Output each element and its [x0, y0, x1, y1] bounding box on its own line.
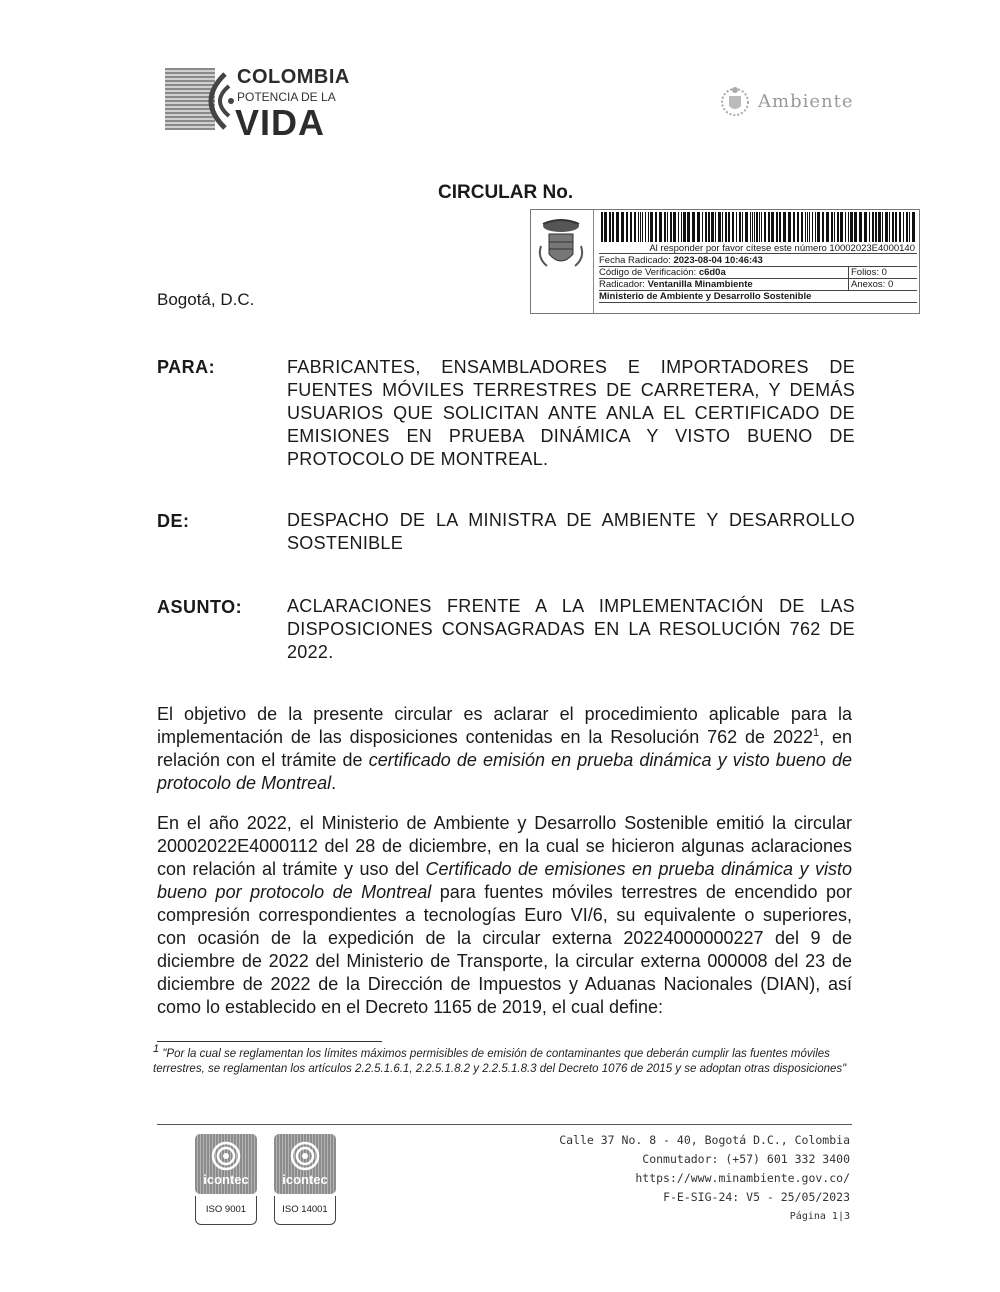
barcode-bar	[678, 212, 679, 242]
stamp-radicador-value: Ventanilla Minambiente	[647, 279, 753, 290]
page-number: Página 1|3	[789, 1211, 850, 1222]
barcode-bar	[892, 212, 894, 242]
barcode-bar	[807, 212, 808, 242]
barcode-bar	[683, 212, 686, 242]
de-sender: DESPACHO DE LA MINISTRA DE AMBIENTE Y DESARROLLO SOSTENIBLE	[287, 510, 855, 553]
p2-text-b: para fuentes móviles terrestres de encendido por compresión correspondientes a tecnologías Euro VI/6, su equivalente o superiores, con ocasión de la expedición de la circular externa 20224000000227 del 9 de diciembre de 2022 del Ministerio de Transporte, la circular externa 000008 del 23 de diciembre de 2022 de la Dirección de Impuestos y Aduanas Nacionales (DIAN), así como lo establecido en el Decreto 1165 de 2019, el cual define:	[157, 882, 852, 1017]
barcode-bar	[801, 212, 803, 242]
footer-form-code: F-E-SIG-24: V5 - 25/05/2023	[663, 1190, 850, 1204]
barcode-bar	[812, 212, 813, 242]
footer-address: Calle 37 No. 8 - 40, Bogotá D.C., Colombia	[559, 1133, 850, 1147]
logo-line-vida: VIDA	[235, 102, 326, 143]
barcode-bar	[817, 212, 820, 242]
barcode-bar	[736, 212, 737, 242]
barcode-bar	[840, 212, 843, 242]
barcode-bar	[725, 212, 727, 242]
barcode-bar	[837, 212, 839, 242]
barcode-bar	[826, 212, 829, 242]
barcode-bar	[768, 212, 770, 242]
p1-text-a: El objetivo de la presente circular es aclarar el procedimiento aplicable para la implementación de las disposiciones contenidas en la Resolución 762 de 2022	[157, 704, 852, 747]
icontec-brand: icontec	[282, 1172, 328, 1187]
barcode-bar	[797, 212, 799, 242]
barcode-bar	[609, 212, 611, 242]
stamp-codigo-value: c6d0a	[698, 267, 726, 278]
barcode-bar	[869, 212, 870, 242]
barcode-bar	[845, 212, 846, 242]
barcode-bar	[771, 212, 774, 242]
barcode-bar	[783, 212, 786, 242]
barcode-bar	[697, 212, 700, 242]
barcode-bar	[655, 212, 657, 242]
footer-divider	[157, 1124, 852, 1125]
barcode-bar	[650, 212, 653, 242]
footnote	[153, 1043, 858, 1076]
icontec-spiral-icon	[210, 1140, 242, 1172]
footnote-divider	[157, 1041, 382, 1042]
national-crest-icon	[535, 216, 587, 276]
barcode-bar	[752, 212, 753, 242]
footer-address-block	[559, 1131, 850, 1226]
barcode-bar	[687, 212, 690, 242]
city-date-line: Bogotá, D.C.	[157, 290, 255, 309]
barcode-bar	[864, 212, 867, 242]
barcode-bar	[648, 212, 649, 242]
barcode-bar	[815, 212, 816, 242]
barcode-bar	[909, 212, 910, 242]
footer-website-link[interactable]: https://www.minambiente.gov.co/	[635, 1171, 850, 1185]
logo-line-colombia: COLOMBIA	[237, 66, 350, 88]
barcode-bar	[745, 212, 748, 242]
barcode-bar	[875, 212, 877, 242]
barcode-bar	[809, 212, 810, 242]
iso-14001-label: ISO 14001	[274, 1196, 336, 1225]
footnote-text: "Por la cual se reglamentan los límites máximos permisibles de emisión de contaminantes que deberán cumplir las fuentes móviles terrestres, se reglamentan los artículos 2.2.5.1.6.1, 2.2.5.1.8.2 y 2.2.5.1.8.3 del Decreto 1076 de 2015 y se adoptan otras disposiciones"	[153, 1048, 847, 1075]
icontec-brand: icontec	[203, 1172, 249, 1187]
stamp-codigo-label: Código de Verificación:	[599, 267, 697, 278]
barcode-bar	[638, 212, 639, 242]
barcode-bar	[739, 212, 741, 242]
barcode-bar	[621, 212, 624, 242]
barcode-bar	[664, 212, 666, 242]
filing-stamp	[530, 209, 920, 314]
barcode-bar	[732, 212, 734, 242]
barcode-bar	[859, 212, 862, 242]
barcode-bar	[754, 212, 755, 242]
de-label: DE:	[157, 511, 190, 531]
barcode-bar	[750, 212, 751, 242]
barcode-bar	[722, 212, 723, 242]
p2-italic: Certificado de emisiones en prueba dinámica y visto bueno por protocolo de Montreal	[157, 859, 852, 902]
barcode-bar	[834, 212, 835, 242]
barcode-bar	[612, 212, 614, 242]
barcode-bar	[882, 212, 883, 242]
barcode-bar	[718, 212, 721, 242]
body-paragraph-1	[157, 703, 852, 795]
footnote-ref-1: 1	[812, 727, 820, 739]
barcode-bar	[822, 212, 824, 242]
icontec-spiral-icon	[289, 1140, 321, 1172]
p1-italic: certificado de emisión en prueba dinámica y visto bueno de protocolo de Montreal	[157, 750, 852, 793]
barcode-bar	[848, 212, 849, 242]
barcode-bar	[681, 212, 682, 242]
barcode-bar	[759, 212, 760, 242]
iso-9001-label: ISO 9001	[195, 1196, 257, 1225]
barcode	[599, 210, 917, 244]
body-paragraph-2	[157, 812, 852, 1019]
signal-wave-icon	[195, 66, 235, 136]
barcode-bar	[708, 212, 710, 242]
barcode-bar	[889, 212, 890, 242]
barcode-bar	[626, 212, 628, 242]
barcode-bar	[903, 212, 904, 242]
p1-text-b: , en relación con el trámite de	[157, 727, 852, 770]
p1-text-c: .	[331, 773, 337, 793]
barcode-bar	[711, 212, 714, 242]
footnote-marker: 1	[153, 1043, 160, 1056]
barcode-bar	[604, 212, 607, 242]
barcode-bar	[670, 212, 672, 242]
stamp-fecha-label: Fecha Radicado:	[599, 255, 671, 266]
stamp-radicador-label: Radicador:	[599, 279, 645, 290]
icontec-badge	[195, 1134, 257, 1194]
barcode-bar	[761, 212, 762, 242]
stamp-anexos: Anexos: 0	[848, 279, 917, 290]
para-label: PARA:	[157, 357, 216, 377]
barcode-bar	[640, 212, 641, 242]
barcode-bar	[715, 212, 716, 242]
logo-line-potencia: POTENCIA DE LA	[237, 90, 336, 104]
p2-text-a: En el año 2022, el Ministerio de Ambiente y Desarrollo Sostenible emitió la circular 20002022E4000112 del 28 de diciembre, en la cual se hicieron algunas aclaraciones con relación al trámite y uso del	[157, 813, 852, 879]
barcode-bar	[642, 212, 643, 242]
barcode-bar	[831, 212, 833, 242]
barcode-bar	[805, 212, 806, 242]
para-recipients: FABRICANTES, ENSAMBLADORES E IMPORTADORES DE FUENTES MÓVILES TERRESTRES DE CARRETERA, Y DEMÁS USUARIOS QUE SOLICITAN ANTE ANLA EL CERTIFICADO DE EMISIONES EN PRUEBA DINÁMICA Y VISTO BUENO DE PROTOCOLO DE MONTREAL.	[287, 357, 855, 469]
barcode-bar	[756, 212, 758, 242]
barcode-bar	[872, 212, 874, 242]
barcode-bar	[702, 212, 703, 242]
barcode-bar	[728, 212, 730, 242]
stamp-ministerio-line	[599, 291, 917, 303]
barcode-bar	[601, 212, 603, 242]
barcode-bar	[692, 212, 695, 242]
circular-title: CIRCULAR No.	[438, 182, 574, 203]
stamp-fecha-line	[599, 255, 917, 267]
barcode-bar	[764, 212, 766, 242]
barcode-bar	[776, 212, 778, 242]
barcode-bar	[850, 212, 853, 242]
stamp-separator	[593, 210, 594, 313]
barcode-bar	[885, 212, 888, 242]
icontec-iso9001-seal	[195, 1134, 257, 1228]
barcode-bar	[667, 212, 668, 242]
stamp-ministerio-value: Ministerio de Ambiente y Desarrollo Sostenible	[599, 291, 812, 302]
barcode-bar	[673, 212, 676, 242]
barcode-bar	[878, 212, 881, 242]
barcode-bar	[645, 212, 646, 242]
footer-phone: Conmutador: (+57) 601 332 3400	[642, 1152, 850, 1166]
barcode-bar	[854, 212, 857, 242]
barcode-bar	[630, 212, 632, 242]
barcode-bar	[793, 212, 795, 242]
barcode-bar	[659, 212, 662, 242]
asunto-label: ASUNTO:	[157, 597, 243, 617]
barcode-bar	[634, 212, 636, 242]
barcode-bar	[912, 212, 915, 242]
barcode-bar	[705, 212, 707, 242]
barcode-bar	[742, 212, 743, 242]
asunto-subject: ACLARACIONES FRENTE A LA IMPLEMENTACIÓN DE LAS DISPOSICIONES CONSAGRADAS EN LA RESOLUCIÓN 762 DE 2022.	[287, 596, 855, 662]
icontec-iso14001-seal	[274, 1134, 336, 1228]
barcode-bar	[616, 212, 619, 242]
barcode-bar	[899, 212, 901, 242]
barcode-bar	[895, 212, 897, 242]
barcode-bar	[788, 212, 791, 242]
stamp-fecha-value: 2023-08-04 10:46:43	[673, 255, 763, 266]
stamp-responder-line: Al responder por favor cítese este número 10002023E4000140	[599, 243, 917, 254]
stamp-folios: Folios: 0	[848, 267, 917, 278]
coat-of-arms-icon	[718, 82, 752, 122]
icontec-badge	[274, 1134, 336, 1194]
colombia-potencia-vida-logo	[165, 60, 365, 143]
barcode-bar	[779, 212, 781, 242]
barcode-bar	[906, 212, 908, 242]
ambiente-logo-text: Ambiente	[758, 91, 854, 112]
